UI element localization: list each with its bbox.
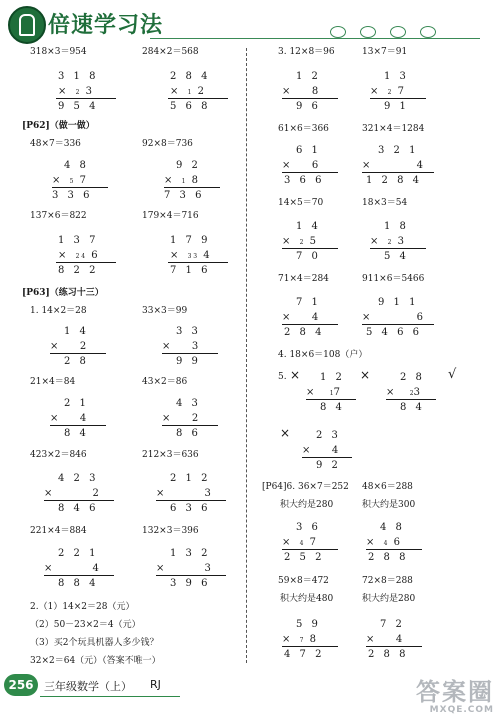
vertical-calc-row: 2 8 — [64, 356, 89, 367]
vertical-calc-row: × 4 6 — [366, 537, 403, 548]
vertical-calc-row: × 2 7 — [370, 86, 407, 97]
equation: 911×6＝5466 — [362, 274, 425, 284]
swirl-decoration-icon — [330, 26, 346, 38]
vertical-calc-row: 1 4 — [64, 326, 89, 337]
vertical-calc-row: 4 2 3 — [58, 473, 99, 484]
calc-rule — [362, 324, 434, 325]
calc-rule — [50, 353, 106, 354]
vertical-calc-row: × 7 8 — [282, 634, 319, 645]
vertical-calc-row: 8 4 — [64, 428, 89, 439]
calc-rule — [52, 187, 108, 188]
cross-mark-icon: × — [280, 426, 291, 440]
calc-rule — [168, 262, 228, 263]
calc-rule — [162, 353, 218, 354]
calc-rule — [386, 399, 436, 400]
equation: 221×4＝884 — [30, 526, 87, 536]
answer-line: 4. 18×6＝108（户） — [278, 350, 368, 360]
brand-title: 倍速学习法 — [48, 13, 164, 38]
vertical-calc-row: × 2 3 — [58, 86, 95, 97]
vertical-calc-row: × 4 — [366, 634, 406, 645]
equation: 179×4＝716 — [142, 211, 199, 221]
watermark-main: 答案圈 — [416, 678, 494, 706]
vertical-calc-row: 3 1 8 — [58, 71, 99, 82]
calc-rule — [282, 248, 338, 249]
calc-rule — [302, 457, 352, 458]
swirl-decoration-icon — [390, 26, 406, 38]
vertical-calc-row: 1 3 — [384, 71, 409, 82]
vertical-calc-row: 3 6 — [296, 522, 321, 533]
vertical-calc-row: × 2 — [162, 413, 202, 424]
equation: 21×4＝84 — [30, 377, 76, 387]
vertical-calc-row: 2 8 4 — [284, 327, 325, 338]
vertical-calc-row: × 4 — [362, 160, 426, 171]
vertical-calc-row: × 1 8 — [164, 175, 201, 186]
vertical-calc-row: × 3 3 4 — [170, 250, 213, 261]
vertical-calc-row: 4 8 — [64, 160, 89, 171]
vertical-calc-row: 2 1 — [64, 398, 89, 409]
equation: 14×5＝70 — [278, 198, 324, 208]
vertical-calc-row: 3 2 1 — [378, 145, 419, 156]
vertical-calc-row: 1 2 — [320, 372, 345, 383]
answer-line: （2）50－23×2＝4（元） — [30, 620, 141, 630]
question-number: 5. — [278, 372, 287, 382]
cross-mark-icon: × — [360, 368, 371, 382]
vertical-calc-row: 9 1 1 — [378, 297, 419, 308]
equation: 59×8＝472 — [278, 576, 329, 586]
watermark — [416, 679, 494, 715]
vertical-calc-row: 2 3 — [316, 430, 341, 441]
equation: 48×6＝288 — [362, 482, 413, 492]
vertical-calc-row: 2 8 — [400, 372, 425, 383]
vertical-calc-row: × 2 5 — [282, 236, 319, 247]
equation: 71×4＝284 — [278, 274, 329, 284]
vertical-calc-row: × 8 — [282, 86, 322, 97]
vertical-calc-row: 9 2 — [176, 160, 201, 171]
calc-rule — [156, 575, 226, 576]
calc-rule — [282, 324, 338, 325]
equation: 33×3＝99 — [142, 306, 188, 316]
calc-rule — [50, 425, 106, 426]
vertical-calc-row: × 3 — [156, 563, 214, 574]
equation: 318×3＝954 — [30, 47, 87, 57]
watermark-url: MXQE.COM — [429, 705, 494, 715]
equation: 13×7＝91 — [362, 47, 408, 57]
calc-rule — [282, 646, 338, 647]
vertical-calc-row: × 3 — [156, 488, 214, 499]
calc-rule — [168, 98, 228, 99]
vertical-calc-row: 1 8 — [384, 221, 409, 232]
vertical-calc-row: × 3 — [162, 341, 202, 352]
vertical-calc-row: × 4 — [44, 563, 102, 574]
estimate-note: 积大约是280 — [362, 594, 416, 604]
vertical-calc-row: × 2 — [50, 341, 90, 352]
section-tag: [P62]（做一做） — [22, 121, 95, 131]
vertical-calc-row: 9 5 4 — [58, 101, 99, 112]
vertical-calc-row: 8 2 2 — [58, 265, 99, 276]
swirl-decoration-icon — [360, 26, 376, 38]
equation: 137×6＝822 — [30, 211, 87, 221]
calc-rule — [370, 98, 426, 99]
equation: 132×3＝396 — [142, 526, 199, 536]
vertical-calc-row: × 4 — [302, 445, 342, 456]
calc-rule — [164, 187, 220, 188]
calc-rule — [282, 98, 338, 99]
vertical-calc-row: × 4 — [282, 312, 322, 323]
vertical-calc-row: 1 3 7 — [58, 235, 99, 246]
page-header — [0, 0, 500, 46]
vertical-calc-row: 7 1 — [296, 297, 321, 308]
vertical-calc-row: 7 1 6 — [170, 265, 211, 276]
vertical-calc-row: 9 6 — [296, 101, 321, 112]
equation: 321×4＝1284 — [362, 124, 425, 134]
equation: 284×2＝568 — [142, 47, 199, 57]
vertical-calc-row: 6 3 6 — [170, 503, 211, 514]
vertical-calc-row: 2 1 2 — [170, 473, 211, 484]
calc-rule — [306, 399, 356, 400]
vertical-calc-row: 4 3 — [176, 398, 201, 409]
vertical-calc-row: 3 9 6 — [170, 578, 211, 589]
vertical-calc-row: 5 4 6 6 — [366, 327, 422, 338]
equation: 1. 14×2＝28 — [30, 306, 87, 316]
vertical-calc-row: 2 8 4 — [170, 71, 211, 82]
vertical-calc-row: 2 5 2 — [284, 552, 325, 563]
calc-rule — [362, 172, 434, 173]
vertical-calc-row: × 1 2 — [170, 86, 207, 97]
vertical-calc-row: × 2 3 — [370, 236, 407, 247]
vertical-calc-row: 5 9 — [296, 619, 321, 630]
equation: 92×8＝736 — [142, 139, 193, 149]
calc-rule — [44, 575, 114, 576]
vertical-calc-row: 8 4 6 — [58, 503, 99, 514]
vertical-calc-row: 4 7 2 — [284, 649, 325, 660]
vertical-calc-row: × 5 7 — [52, 175, 89, 186]
calc-rule — [366, 646, 422, 647]
vertical-calc-row: 8 8 4 — [58, 578, 99, 589]
vertical-calc-row: 2 8 8 — [368, 552, 409, 563]
vertical-calc-row: × 2 4 6 — [58, 250, 101, 261]
vertical-calc-row: 5 4 — [384, 251, 409, 262]
estimate-note: 积大约是280 — [280, 500, 334, 510]
calc-rule — [370, 248, 426, 249]
equation: 212×3＝636 — [142, 450, 199, 460]
vertical-calc-row: × 23 — [386, 387, 423, 398]
check-mark-icon: √ — [448, 367, 457, 382]
column-divider — [246, 48, 247, 663]
vertical-calc-row: 3 6 6 — [284, 175, 325, 186]
calc-rule — [44, 500, 114, 501]
vertical-calc-row: 7 0 — [296, 251, 321, 262]
footer-grade: 三年级数学（上） — [44, 680, 132, 693]
answer-line: （3）买2个玩具机器人多少钱？ — [30, 638, 159, 648]
vertical-calc-row: 8 4 — [320, 402, 345, 413]
equation: 18×3＝54 — [362, 198, 408, 208]
vertical-calc-row: 9 1 — [384, 101, 409, 112]
vertical-calc-row: 4 8 — [380, 522, 405, 533]
calc-rule — [162, 425, 218, 426]
equation: 423×2＝846 — [30, 450, 87, 460]
vertical-calc-row: 7 2 — [380, 619, 405, 630]
vertical-calc-row: 1 4 — [296, 221, 321, 232]
equation: 48×7＝336 — [30, 139, 81, 149]
calc-rule — [282, 172, 338, 173]
calc-rule — [366, 549, 422, 550]
cross-mark-icon: × — [290, 368, 301, 382]
vertical-calc-row: × 4 7 — [282, 537, 319, 548]
equation: 43×2＝86 — [142, 377, 188, 387]
estimate-note: 积大约是480 — [280, 594, 334, 604]
vertical-calc-row: 1 3 2 — [170, 548, 211, 559]
vertical-calc-row: 8 6 — [176, 428, 201, 439]
estimate-note: 积大约是300 — [362, 500, 416, 510]
vertical-calc-row: 7 3 6 — [164, 190, 205, 201]
vertical-calc-row: 1 7 9 — [170, 235, 211, 246]
vertical-calc-row: 9 9 — [176, 356, 201, 367]
vertical-calc-row: 3 3 6 — [52, 190, 93, 201]
footer-edition: RJ — [150, 678, 161, 691]
vertical-calc-row: 1 2 — [296, 71, 321, 82]
equation: [P64]6. 36×7＝252 — [262, 482, 349, 492]
answer-line: 2.（1）14×2＝28（元） — [30, 602, 135, 612]
calc-rule — [56, 262, 116, 263]
page-number-badge: 256 — [4, 674, 38, 696]
vertical-calc-row: × 6 — [282, 160, 322, 171]
equation: 3. 12×8＝96 — [278, 47, 335, 57]
calc-rule — [282, 549, 338, 550]
vertical-calc-row: 6 1 — [296, 145, 321, 156]
vertical-calc-row: × 4 — [50, 413, 90, 424]
equation: 61×6＝366 — [278, 124, 329, 134]
vertical-calc-row: 9 2 — [316, 460, 341, 471]
calc-rule — [156, 500, 226, 501]
vertical-calc-row: 2 8 8 — [368, 649, 409, 660]
vertical-calc-row: 8 4 — [400, 402, 425, 413]
vertical-calc-row: × 17 — [306, 387, 343, 398]
vertical-calc-row: × 2 — [44, 488, 102, 499]
book-logo-icon — [8, 6, 46, 44]
section-tag: [P63]（练习十三） — [22, 288, 104, 298]
vertical-calc-row: 3 3 — [176, 326, 201, 337]
footer-rule — [40, 696, 180, 697]
vertical-calc-row: 1 2 8 4 — [366, 175, 422, 186]
vertical-calc-row: 5 6 8 — [170, 101, 211, 112]
swirl-decoration-icon — [420, 26, 436, 38]
header-rule — [150, 38, 480, 39]
equation: 72×8＝288 — [362, 576, 413, 586]
vertical-calc-row: × 6 — [362, 312, 426, 323]
vertical-calc-row: 2 2 1 — [58, 548, 99, 559]
answer-line: 32×2＝64（元）（答案不唯一） — [30, 656, 161, 666]
calc-rule — [56, 98, 116, 99]
